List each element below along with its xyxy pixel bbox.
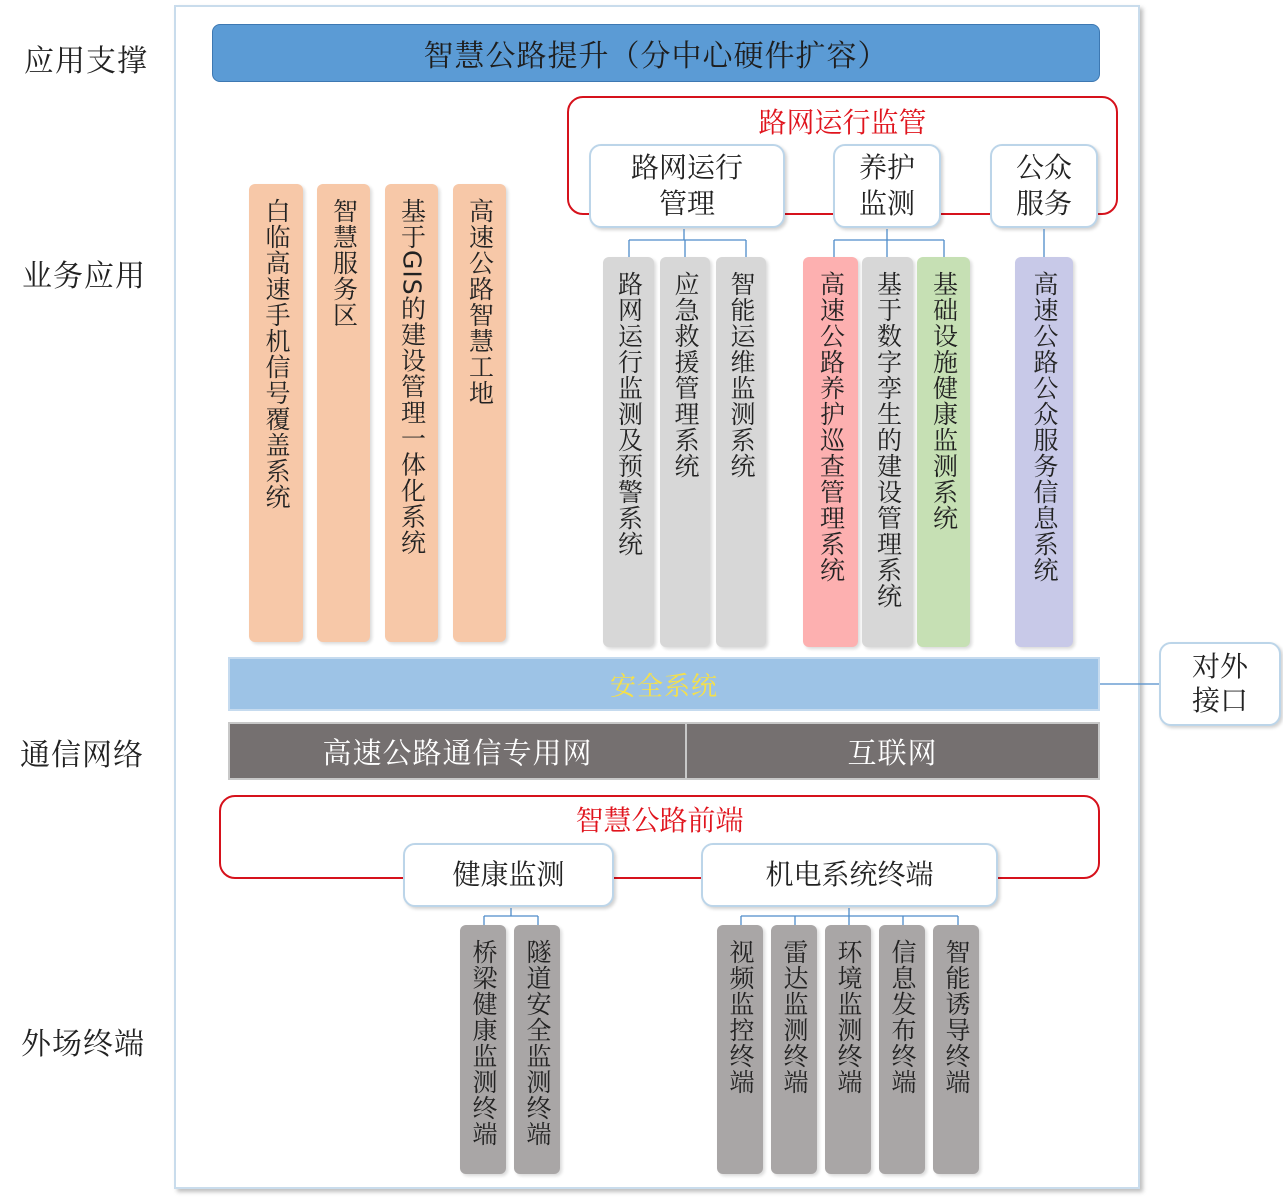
- node-road-operation-line1: 路网运行: [630, 151, 743, 184]
- node-public-service-line2: 服务: [1015, 187, 1072, 220]
- road-network-group-title: 路网运行监管: [758, 106, 927, 139]
- terminal-bridge-health-label: 桥梁健康监测终端: [469, 939, 498, 1147]
- node-electromech-terminal-label: 机电系统终端: [765, 858, 934, 891]
- network-internet: 互联网: [685, 722, 1100, 780]
- terminal-video-label: 视频监控终端: [726, 939, 755, 1095]
- terminal-smart-guidance: [933, 925, 979, 1174]
- node-maintenance-line2: 监测: [858, 187, 915, 220]
- frontend-group-title: 智慧公路前端: [575, 804, 744, 837]
- system-gis-construction-label: 基于GIS的建设管理一体化系统: [397, 198, 427, 556]
- node-road-operation: [589, 144, 785, 228]
- system-maintenance-patrol: [803, 257, 858, 647]
- system-emergency-rescue-label: 应急救援管理系统: [671, 271, 700, 479]
- system-public-info: [1015, 257, 1073, 647]
- app-support-banner: 智慧公路提升（分中心硬件扩容）: [212, 24, 1100, 82]
- terminal-tunnel-safety: [514, 925, 560, 1174]
- node-health-monitoring: [403, 843, 614, 907]
- system-smart-service-area-label: 智慧服务区: [329, 198, 359, 328]
- system-smart-ops-label: 智能运维监测系统: [727, 271, 756, 479]
- terminal-bridge-health: [460, 925, 506, 1174]
- system-public-info-label: 高速公路公众服务信息系统: [1030, 271, 1059, 583]
- node-public-service-line1: 公众: [1015, 151, 1072, 184]
- layer-label-business: 业务应用: [22, 259, 146, 294]
- system-gis-construction: [385, 184, 438, 642]
- terminal-info-release: [879, 925, 925, 1174]
- terminal-radar-label: 雷达监测终端: [780, 939, 809, 1095]
- security-system-bar: 安全系统: [228, 657, 1100, 711]
- system-maintenance-patrol-label: 高速公路养护巡查管理系统: [816, 271, 846, 583]
- terminal-info-release-label: 信息发布终端: [888, 939, 917, 1095]
- system-smart-ops: [716, 257, 766, 647]
- system-smart-worksite: [453, 184, 506, 642]
- terminal-smart-guidance-label: 智能诱导终端: [942, 939, 971, 1095]
- terminal-environment-label: 环境监测终端: [834, 939, 863, 1095]
- node-electromech-terminal: [701, 843, 998, 907]
- system-infrastructure-health-label: 基础设施健康监测系统: [929, 271, 959, 531]
- system-mobile-signal: [249, 184, 303, 642]
- system-network-monitoring: [603, 257, 654, 647]
- layer-label-network: 通信网络: [20, 738, 144, 773]
- system-emergency-rescue: [660, 257, 710, 647]
- external-interface-box: [1159, 642, 1281, 726]
- layer-label-app-support: 应用支撑: [24, 44, 148, 79]
- node-public-service: [990, 144, 1098, 228]
- terminal-radar: [771, 925, 817, 1174]
- terminal-tunnel-safety-label: 隧道安全监测终端: [523, 939, 552, 1147]
- node-maintenance-line1: 养护: [858, 151, 915, 184]
- system-digital-twin: [862, 257, 913, 647]
- node-maintenance: [833, 144, 941, 228]
- node-road-operation-line2: 管理: [658, 187, 715, 220]
- network-private: 高速公路通信专用网: [228, 722, 687, 780]
- external-interface-line1: 对外: [1191, 650, 1248, 683]
- external-interface-line2: 接口: [1191, 684, 1248, 717]
- terminal-video: [717, 925, 763, 1174]
- node-health-monitoring-label: 健康监测: [452, 858, 565, 891]
- system-smart-worksite-label: 高速公路智慧工地: [465, 198, 495, 406]
- system-mobile-signal-label: 白临高速手机信号覆盖系统: [262, 198, 291, 510]
- terminal-environment: [825, 925, 871, 1174]
- system-smart-service-area: [317, 184, 370, 642]
- system-digital-twin-label: 基于数字孪生的建设管理系统: [873, 271, 903, 609]
- system-network-monitoring-label: 路网运行监测及预警系统: [614, 271, 644, 557]
- layer-label-field: 外场终端: [21, 1027, 145, 1062]
- system-infrastructure-health: [917, 257, 970, 647]
